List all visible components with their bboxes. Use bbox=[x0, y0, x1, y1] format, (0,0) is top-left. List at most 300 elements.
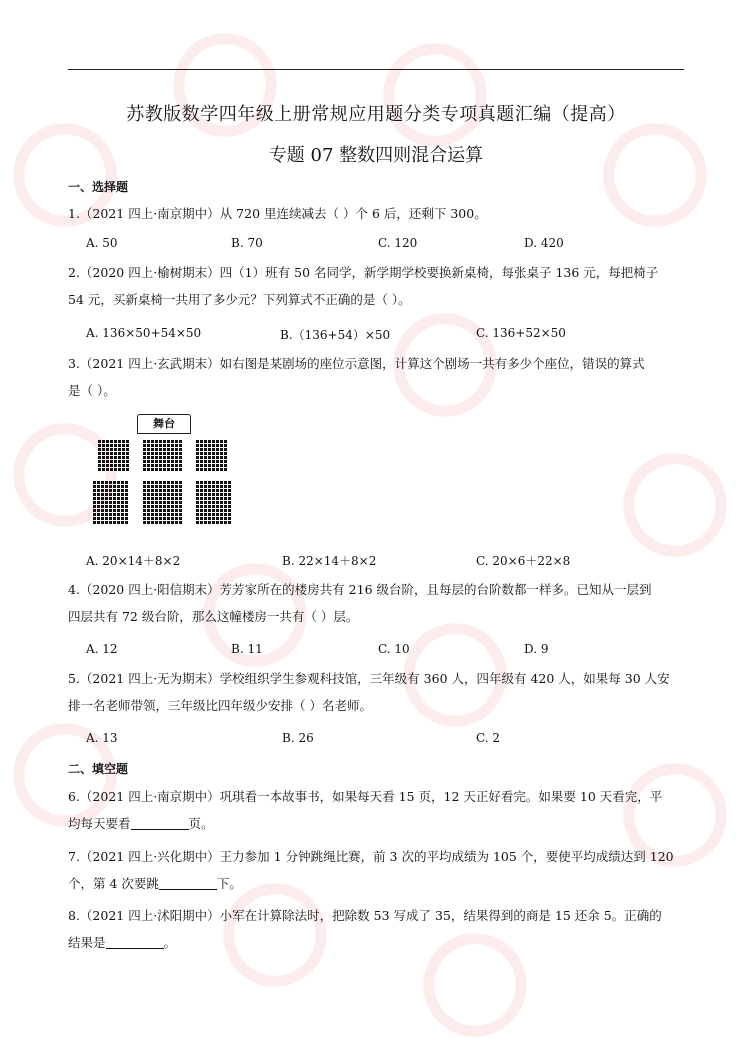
seat bbox=[196, 497, 199, 500]
seat bbox=[147, 485, 150, 488]
seat bbox=[151, 452, 154, 455]
seat bbox=[147, 444, 150, 447]
question-text: 3.（2021 四上·玄武期末）如右图是某剧场的座位示意图，计算这个剧场一共有多少个座位，错误的算式 bbox=[68, 356, 645, 371]
seat bbox=[220, 444, 223, 447]
seat bbox=[200, 452, 203, 455]
question-text: 4.（2020 四上·阳信期末）芳芳家所在的楼房共有 216 级台阶，且每层的台阶数都一样多。已知从一层到 bbox=[68, 582, 652, 597]
seat bbox=[147, 505, 150, 508]
seat bbox=[117, 485, 120, 488]
seat bbox=[93, 521, 96, 524]
seat bbox=[113, 481, 116, 484]
seat bbox=[196, 444, 199, 447]
seat bbox=[151, 440, 154, 443]
seat bbox=[105, 497, 108, 500]
seat bbox=[143, 505, 146, 508]
option-c[interactable]: C. 20×6＋22×8 bbox=[476, 554, 571, 568]
seat bbox=[212, 452, 215, 455]
seat bbox=[212, 497, 215, 500]
seat bbox=[110, 468, 113, 471]
seat bbox=[159, 509, 162, 512]
seat bbox=[106, 444, 109, 447]
seat bbox=[118, 468, 121, 471]
seat bbox=[101, 493, 104, 496]
seat bbox=[109, 497, 112, 500]
seat bbox=[97, 493, 100, 496]
seat bbox=[220, 517, 223, 520]
seat bbox=[171, 456, 174, 459]
seat bbox=[155, 489, 158, 492]
seat bbox=[167, 509, 170, 512]
seat bbox=[101, 497, 104, 500]
seat bbox=[196, 517, 199, 520]
seat bbox=[121, 485, 124, 488]
seat bbox=[224, 501, 227, 504]
seat bbox=[114, 460, 117, 463]
seat bbox=[175, 501, 178, 504]
seat bbox=[208, 497, 211, 500]
seat bbox=[155, 485, 158, 488]
seat bbox=[196, 440, 199, 443]
seat bbox=[196, 501, 199, 504]
seat bbox=[122, 440, 125, 443]
seat bbox=[159, 501, 162, 504]
seat bbox=[196, 468, 199, 471]
seat bbox=[147, 464, 150, 467]
seat bbox=[117, 493, 120, 496]
seat bbox=[121, 481, 124, 484]
seat bbox=[200, 513, 203, 516]
seat bbox=[224, 497, 227, 500]
seat bbox=[102, 456, 105, 459]
seat bbox=[163, 509, 166, 512]
seat bbox=[204, 509, 207, 512]
option-a[interactable]: A. 13 bbox=[86, 731, 118, 745]
question-text: 2.（2020 四上·榆树期末）四（1）班有 50 名同学，新学期学校要换新桌椅，每张桌子 136 元，每把椅子 bbox=[68, 265, 659, 280]
seat bbox=[105, 489, 108, 492]
seat bbox=[163, 493, 166, 496]
seat bbox=[159, 464, 162, 467]
seat bbox=[151, 489, 154, 492]
seat bbox=[113, 497, 116, 500]
seat bbox=[105, 493, 108, 496]
question-text: 四层共有 72 级台阶，那么这幢楼房一共有（ ）层。 bbox=[68, 609, 359, 624]
option-c[interactable]: C. 2 bbox=[476, 731, 501, 745]
seat bbox=[200, 444, 203, 447]
option-c[interactable]: C. 120 bbox=[378, 236, 418, 250]
seat bbox=[155, 493, 158, 496]
seat bbox=[105, 517, 108, 520]
seat bbox=[216, 485, 219, 488]
seat bbox=[208, 468, 211, 471]
seat bbox=[125, 521, 128, 524]
seat bbox=[147, 509, 150, 512]
seat bbox=[200, 481, 203, 484]
seat bbox=[212, 493, 215, 496]
seat bbox=[216, 444, 219, 447]
seat bbox=[159, 497, 162, 500]
seat bbox=[208, 440, 211, 443]
seat bbox=[125, 505, 128, 508]
option-a[interactable]: A. 20×14＋8×2 bbox=[86, 554, 181, 568]
seat bbox=[147, 481, 150, 484]
seat bbox=[155, 448, 158, 451]
seat bbox=[151, 497, 154, 500]
seat bbox=[117, 489, 120, 492]
option-a[interactable]: A. 50 bbox=[86, 236, 118, 250]
seat bbox=[155, 521, 158, 524]
seat bbox=[118, 456, 121, 459]
seat bbox=[212, 464, 215, 467]
seat bbox=[228, 489, 231, 492]
question-text: 排一名老师带领，三年级比四年级少安排（ ）名老师。 bbox=[68, 698, 372, 713]
seat bbox=[109, 501, 112, 504]
seat bbox=[101, 517, 104, 520]
seat bbox=[110, 452, 113, 455]
seat bbox=[163, 501, 166, 504]
seat bbox=[102, 444, 105, 447]
seat bbox=[159, 460, 162, 463]
seat bbox=[224, 485, 227, 488]
seat bbox=[212, 509, 215, 512]
seat bbox=[171, 497, 174, 500]
seat bbox=[102, 468, 105, 471]
seat bbox=[155, 444, 158, 447]
seat bbox=[117, 521, 120, 524]
seat bbox=[204, 493, 207, 496]
option-b[interactable]: B.（136+54）×50 bbox=[280, 328, 391, 342]
seat bbox=[114, 468, 117, 471]
seat bbox=[171, 489, 174, 492]
seat bbox=[117, 513, 120, 516]
seat bbox=[147, 452, 150, 455]
seat bbox=[224, 460, 227, 463]
seat bbox=[196, 460, 199, 463]
seat bbox=[101, 485, 104, 488]
seat bbox=[155, 513, 158, 516]
answer-blank[interactable] bbox=[131, 816, 189, 830]
seat bbox=[126, 460, 129, 463]
seat bbox=[204, 501, 207, 504]
seat bbox=[101, 509, 104, 512]
option-d[interactable]: D. 9 bbox=[524, 642, 549, 656]
seat bbox=[159, 513, 162, 516]
seat bbox=[212, 448, 215, 451]
seat bbox=[208, 444, 211, 447]
seat bbox=[167, 460, 170, 463]
seat bbox=[101, 505, 104, 508]
seat bbox=[163, 513, 166, 516]
seat bbox=[179, 513, 182, 516]
seat bbox=[216, 448, 219, 451]
seat bbox=[151, 517, 154, 520]
seat bbox=[147, 501, 150, 504]
seat bbox=[114, 452, 117, 455]
seat bbox=[204, 448, 207, 451]
seat bbox=[167, 497, 170, 500]
seat bbox=[163, 468, 166, 471]
question-2 bbox=[68, 259, 686, 313]
seat bbox=[171, 460, 174, 463]
section-heading-choice: 一、选择题 bbox=[68, 180, 129, 194]
seat bbox=[163, 505, 166, 508]
seat bbox=[110, 444, 113, 447]
question-6 bbox=[68, 783, 686, 837]
seat bbox=[102, 464, 105, 467]
seat bbox=[167, 452, 170, 455]
seat bbox=[93, 493, 96, 496]
seat bbox=[171, 440, 174, 443]
seat bbox=[216, 497, 219, 500]
seat bbox=[196, 521, 199, 524]
seat bbox=[155, 456, 158, 459]
seat bbox=[228, 497, 231, 500]
seat bbox=[208, 493, 211, 496]
seat bbox=[106, 468, 109, 471]
seat bbox=[175, 452, 178, 455]
seat bbox=[125, 501, 128, 504]
question-text: 。 bbox=[163, 935, 177, 950]
seat bbox=[175, 456, 178, 459]
seat bbox=[114, 464, 117, 467]
option-a[interactable]: A. 136×50+54×50 bbox=[86, 326, 202, 340]
seat bbox=[101, 489, 104, 492]
seat bbox=[200, 485, 203, 488]
option-a[interactable]: A. 12 bbox=[86, 642, 118, 656]
seat bbox=[147, 448, 150, 451]
seat bbox=[175, 481, 178, 484]
seat bbox=[167, 440, 170, 443]
seat bbox=[220, 509, 223, 512]
seat bbox=[125, 517, 128, 520]
seat bbox=[175, 509, 178, 512]
seat bbox=[212, 521, 215, 524]
seat bbox=[228, 509, 231, 512]
seat bbox=[159, 485, 162, 488]
seat bbox=[121, 513, 124, 516]
seat bbox=[220, 448, 223, 451]
seat bbox=[113, 517, 116, 520]
seat bbox=[151, 501, 154, 504]
seat bbox=[204, 513, 207, 516]
seat bbox=[159, 481, 162, 484]
seat bbox=[155, 481, 158, 484]
seat bbox=[216, 501, 219, 504]
seat bbox=[175, 521, 178, 524]
seat bbox=[147, 497, 150, 500]
seat bbox=[125, 489, 128, 492]
seat bbox=[216, 513, 219, 516]
seat bbox=[159, 452, 162, 455]
seat bbox=[117, 505, 120, 508]
answer-blank[interactable] bbox=[159, 876, 217, 890]
seat bbox=[220, 485, 223, 488]
seat bbox=[212, 513, 215, 516]
seat bbox=[228, 481, 231, 484]
seat bbox=[179, 493, 182, 496]
seat bbox=[171, 448, 174, 451]
seat bbox=[113, 513, 116, 516]
seat bbox=[147, 456, 150, 459]
question-text: 8.（2021 四上·沭阳期中）小军在计算除法时，把除数 53 写成了 35，结果得到的商是 15 还余 5。正确的 bbox=[68, 908, 662, 923]
seat bbox=[228, 493, 231, 496]
seat bbox=[143, 509, 146, 512]
option-c[interactable]: C. 136+52×50 bbox=[476, 326, 566, 340]
seat bbox=[147, 489, 150, 492]
option-b[interactable]: B. 22×14＋8×2 bbox=[282, 554, 377, 568]
answer-blank[interactable] bbox=[106, 935, 164, 949]
seat bbox=[109, 513, 112, 516]
seat bbox=[196, 485, 199, 488]
seat bbox=[98, 460, 101, 463]
seat bbox=[151, 456, 154, 459]
seat bbox=[179, 501, 182, 504]
seat bbox=[159, 468, 162, 471]
seat bbox=[97, 489, 100, 492]
seat bbox=[212, 517, 215, 520]
seat bbox=[175, 493, 178, 496]
question-3 bbox=[68, 350, 686, 404]
seat bbox=[224, 444, 227, 447]
seat bbox=[122, 460, 125, 463]
seat bbox=[98, 468, 101, 471]
seat bbox=[151, 460, 154, 463]
seat bbox=[224, 489, 227, 492]
seat bbox=[126, 456, 129, 459]
seat bbox=[114, 456, 117, 459]
seat bbox=[102, 460, 105, 463]
seat bbox=[143, 464, 146, 467]
question-7 bbox=[68, 843, 686, 897]
question-text: 结果是 bbox=[68, 935, 106, 950]
seat bbox=[208, 452, 211, 455]
document-title: 苏教版数学四年级上册常规应用题分类专项真题汇编（提高） bbox=[126, 104, 626, 125]
option-c[interactable]: C. 10 bbox=[378, 642, 410, 656]
seat bbox=[179, 456, 182, 459]
seat bbox=[159, 505, 162, 508]
seat bbox=[122, 456, 125, 459]
seat bbox=[93, 513, 96, 516]
seat bbox=[167, 521, 170, 524]
seat bbox=[228, 521, 231, 524]
seat bbox=[117, 517, 120, 520]
seat bbox=[126, 448, 129, 451]
seat bbox=[179, 468, 182, 471]
seat bbox=[126, 464, 129, 467]
seat bbox=[179, 517, 182, 520]
seat bbox=[155, 501, 158, 504]
seat bbox=[163, 444, 166, 447]
seat bbox=[125, 485, 128, 488]
seat bbox=[212, 489, 215, 492]
seat bbox=[163, 448, 166, 451]
seat bbox=[204, 464, 207, 467]
seat bbox=[171, 521, 174, 524]
seat bbox=[155, 468, 158, 471]
seat bbox=[114, 444, 117, 447]
seat bbox=[220, 456, 223, 459]
seat bbox=[204, 521, 207, 524]
seat bbox=[97, 505, 100, 508]
seat bbox=[220, 513, 223, 516]
seat bbox=[143, 513, 146, 516]
seat bbox=[175, 513, 178, 516]
seat bbox=[113, 489, 116, 492]
seat bbox=[122, 448, 125, 451]
seat bbox=[175, 517, 178, 520]
seat bbox=[228, 505, 231, 508]
seat bbox=[208, 485, 211, 488]
seat bbox=[151, 485, 154, 488]
seat bbox=[97, 509, 100, 512]
seat bbox=[110, 440, 113, 443]
seat bbox=[204, 444, 207, 447]
seat bbox=[163, 481, 166, 484]
seat bbox=[208, 513, 211, 516]
seat bbox=[117, 497, 120, 500]
seat bbox=[216, 440, 219, 443]
seat bbox=[212, 444, 215, 447]
seat bbox=[105, 501, 108, 504]
seat bbox=[102, 452, 105, 455]
seat bbox=[155, 460, 158, 463]
option-b[interactable]: B. 11 bbox=[231, 642, 263, 656]
seat bbox=[171, 517, 174, 520]
seat bbox=[163, 460, 166, 463]
seat bbox=[171, 444, 174, 447]
seat bbox=[224, 521, 227, 524]
seat bbox=[208, 501, 211, 504]
option-d[interactable]: D. 420 bbox=[524, 236, 564, 250]
seat bbox=[224, 468, 227, 471]
seat bbox=[98, 448, 101, 451]
option-b[interactable]: B. 70 bbox=[231, 236, 263, 250]
seat bbox=[224, 517, 227, 520]
seat bbox=[220, 497, 223, 500]
seat bbox=[167, 456, 170, 459]
seat bbox=[98, 444, 101, 447]
seat bbox=[98, 456, 101, 459]
seat bbox=[109, 489, 112, 492]
question-text: 是（ ）。 bbox=[68, 383, 116, 398]
seat bbox=[97, 485, 100, 488]
option-b[interactable]: B. 26 bbox=[282, 731, 314, 745]
seat bbox=[105, 521, 108, 524]
seat bbox=[109, 493, 112, 496]
seat bbox=[204, 505, 207, 508]
seat bbox=[171, 464, 174, 467]
seat bbox=[175, 440, 178, 443]
seat bbox=[109, 509, 112, 512]
seat bbox=[147, 517, 150, 520]
seat bbox=[159, 444, 162, 447]
seat bbox=[121, 493, 124, 496]
seat bbox=[179, 509, 182, 512]
seat bbox=[155, 440, 158, 443]
seat bbox=[143, 444, 146, 447]
seat bbox=[208, 521, 211, 524]
seat bbox=[208, 464, 211, 467]
watermark-logo bbox=[380, 40, 490, 150]
seat bbox=[179, 464, 182, 467]
seat bbox=[151, 481, 154, 484]
seat bbox=[126, 468, 129, 471]
seat bbox=[163, 440, 166, 443]
seat bbox=[204, 456, 207, 459]
seat bbox=[208, 505, 211, 508]
watermark-logo bbox=[620, 450, 730, 560]
question-text: 7.（2021 四上·兴化期中）王力参加 1 分钟跳绳比赛，前 3 次的平均成绩为 105 个，要使平均成绩达到 120 bbox=[68, 849, 674, 864]
seat bbox=[167, 501, 170, 504]
